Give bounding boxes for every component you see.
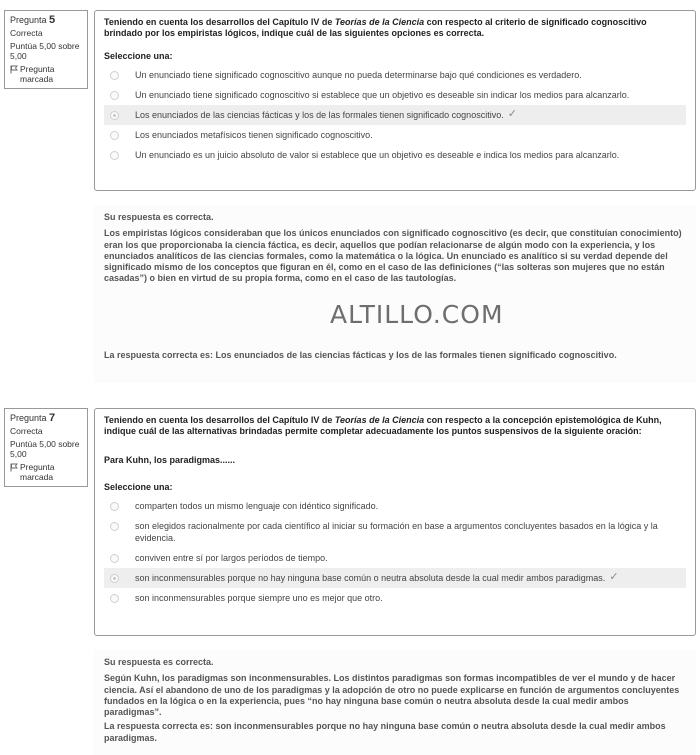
question-box-5 (94, 10, 696, 191)
question-text: Teniendo en cuenta los desarrollos del Capítulo IV de Teorías de la Ciencia con respecto al criterio de significado cognoscitivo brindado por los empiristas lógicos, indique cuál de las siguientes opciones es correcta. (104, 17, 647, 38)
answer-option[interactable]: son inconmensurables porque siempre uno es mejor que otro. (104, 588, 686, 608)
correct-answer: La respuesta correcta es: son inconmensurables porque no hay ninguna base común o neutra absoluta desde la cual medir ambos paradigmas. (104, 721, 666, 743)
answer-option-selected[interactable]: son inconmensurables porque no hay ninguna base común o neutra absoluta desde la cual medir ambos paradigmas. ✓ (104, 568, 686, 588)
question-state: Correcta (10, 28, 43, 38)
flag-label: Pregunta marcada (20, 462, 55, 482)
radio-icon[interactable] (110, 522, 119, 531)
answer-option-selected[interactable]: Los enunciados de las ciencias fácticas y los de las formales tienen significado cognoscitivo. ✓ (104, 105, 686, 125)
question-box-7 (94, 408, 696, 636)
answer-option[interactable]: Un enunciado tiene significado cognoscitivo aunque no pueda determinarse bajo qué condiciones es verdadero. (104, 65, 686, 85)
radio-icon[interactable] (110, 574, 119, 583)
question-info-7 (4, 408, 88, 487)
radio-icon[interactable] (110, 151, 119, 160)
flag-question-toggle[interactable] (10, 64, 82, 84)
flag-label: Pregunta marcada (20, 64, 55, 84)
answer-option[interactable]: Los enunciados metafísicos tienen significado cognoscitivo. (104, 125, 686, 145)
question-number: Pregunta 5 (10, 14, 56, 26)
radio-icon[interactable] (110, 594, 119, 603)
question-grade: Puntúa 5,00 sobre 5,00 (10, 439, 80, 459)
check-icon: ✓ (507, 108, 517, 120)
question-text: Teniendo en cuenta los desarrollos del Capítulo IV de Teorías de la Ciencia con respecto a la concepción epistemológica de Kuhn, indique cuál de las alternativas brindadas permite completar adecuadamente los puntos suspensivos de la siguiente oración: (104, 415, 662, 436)
feedback-title: Su respuesta es correcta. (104, 657, 214, 667)
flag-icon (10, 463, 18, 472)
radio-icon[interactable] (110, 111, 119, 120)
question-info-5 (4, 10, 88, 89)
radio-icon[interactable] (110, 131, 119, 140)
radio-icon[interactable] (110, 71, 119, 80)
answer-option[interactable]: Un enunciado es un juicio absoluto de valor si establece que un objetivo es deseable e indica los medios para alcanzarlo. (104, 145, 686, 165)
answer-options (104, 496, 686, 608)
radio-icon[interactable] (110, 502, 119, 511)
feedback-5 (94, 205, 696, 383)
check-icon: ✓ (609, 571, 619, 583)
watermark: ALTILLO.COM (330, 300, 504, 329)
feedback-title: Su respuesta es correcta. (104, 212, 214, 222)
answer-option[interactable]: conviven entre sí por largos períodos de tiempo. (104, 548, 686, 568)
feedback-body: Los empiristas lógicos consideraban que los únicos enunciados con significado cognoscitivo (es decir, que constituían conocimiento) eran los que proporcionaba la ciencia fáctica, es decir, aquellos que podían relacionarse de algún modo con la experiencia, y los enunciados analíticos de las ciencias formales, como la matemática o la lógica. Un enunciado es analítico si su verdad depende del significado mismo de los conceptos que figuran en él, como en el caso de las definiciones (“las solteras son mujeres que no están casadas”) o bien en virtud de su propia forma, como en el caso de las tautologías. (104, 228, 682, 284)
radio-icon[interactable] (110, 554, 119, 563)
flag-question-toggle[interactable] (10, 462, 82, 482)
select-prompt: Seleccione una: (104, 482, 173, 492)
radio-icon[interactable] (110, 91, 119, 100)
select-prompt: Seleccione una: (104, 51, 173, 61)
question-number: Pregunta 7 (10, 412, 56, 424)
feedback-body: Según Kuhn, los paradigmas son inconmensurables. Los distintos paradigmas son formas incompatibles de ver el mundo y de hacer ciencia. Así el abandono de uno de los paradigmas y la adopción de otro no puede explicarse en función de argumentos concluyentes fundados en la lógica o en la experiencia, pues “no hay ninguna base común o neutra absoluta desde la cual medir ambos paradigmas”. (104, 673, 680, 718)
flag-icon (10, 65, 18, 74)
question-sentence: Para Kuhn, los paradigmas...... (104, 455, 236, 465)
correct-answer: La respuesta correcta es: Los enunciados de las ciencias fácticas y los de las formales tienen significado cognoscitivo. (104, 350, 617, 360)
answer-option[interactable]: son elegidos racionalmente por cada científico al iniciar su formación en base a argumentos concluyentes basados en la lógica y la evidencia. (104, 516, 686, 548)
answer-option[interactable]: Un enunciado tiene significado cognoscitivo si establece que un objetivo es deseable sin indicar los medios para alcanzarlo. (104, 85, 686, 105)
answer-options (104, 65, 686, 165)
question-grade: Puntúa 5,00 sobre 5,00 (10, 41, 80, 61)
answer-option[interactable]: comparten todos un mismo lenguaje con idéntico significado. (104, 496, 686, 516)
question-state: Correcta (10, 426, 43, 436)
feedback-7 (94, 650, 696, 755)
